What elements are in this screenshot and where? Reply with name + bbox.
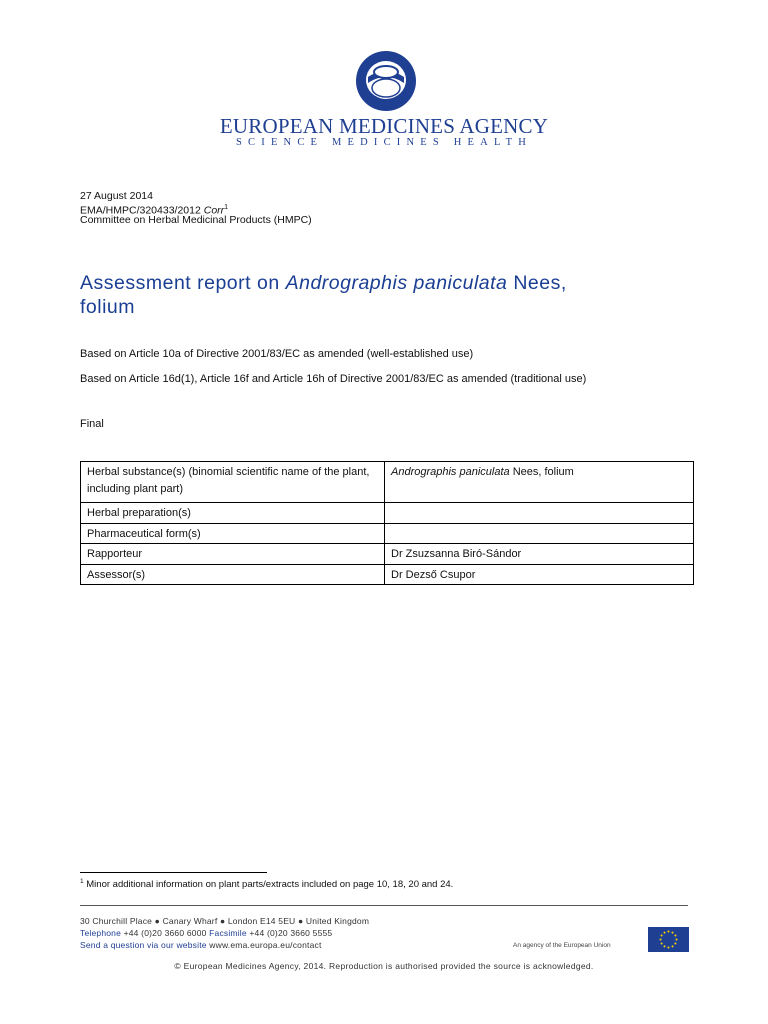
reference-suffix: Corr: [203, 204, 225, 217]
page-title: [80, 271, 680, 319]
substance-part: Nees, folium: [509, 466, 574, 478]
table-row: [81, 462, 694, 503]
footer-divider: [80, 905, 688, 906]
table-cell-label: Herbal preparation(s): [81, 503, 385, 524]
table-cell-value: Dr Dezső Csupor: [385, 564, 694, 585]
table-cell-value: [385, 503, 694, 524]
document-date: 27 August 2014: [80, 190, 153, 202]
ema-logo-icon: [355, 50, 417, 112]
table-row: [81, 523, 694, 544]
table-row: [81, 544, 694, 565]
title-line2: folium: [80, 296, 136, 318]
substance-species: Andrographis paniculata: [391, 466, 510, 478]
product-info-table: [80, 461, 694, 585]
footnote: [80, 878, 453, 890]
reference-footnote-mark[interactable]: 1: [224, 204, 229, 211]
eu-agency-text: An agency of the European Union: [513, 942, 611, 949]
table-row: [81, 503, 694, 524]
web-label: Send a question via our website: [80, 940, 207, 950]
table-cell-label: Pharmaceutical form(s): [81, 523, 385, 544]
footer-address: 30 Churchill Place ● Canary Wharf ● London E14 5EU ● United Kingdom: [80, 916, 370, 926]
document-status: Final: [80, 418, 104, 430]
footer-contact-numbers: [80, 927, 332, 939]
eu-flag-icon: [648, 927, 689, 952]
facsimile-label: Facsimile: [209, 928, 247, 938]
telephone-label: Telephone: [80, 928, 122, 938]
title-prefix: Assessment report on: [80, 272, 286, 294]
footnote-mark: 1: [80, 878, 84, 885]
table-cell-value: [385, 523, 694, 544]
web-link[interactable]: www.ema.europa.eu/contact: [206, 940, 322, 950]
legal-basis-traditional: Based on Article 16d(1), Article 16f and Article 16h of Directive 2001/83/EC as amended (traditional use): [80, 373, 587, 385]
title-species: Andrographis paniculata: [285, 272, 508, 294]
footer-web: [80, 939, 322, 951]
table-cell-value: Dr Zsuzsanna Biró-Sándor: [385, 544, 694, 565]
footnote-text: Minor additional information on plant parts/extracts included on page 10, 18, 20 and 24.: [83, 879, 454, 891]
agency-tagline: SCIENCE MEDICINES HEALTH: [236, 137, 532, 148]
committee-name: Committee on Herbal Medicinal Products (HMPC): [80, 214, 312, 226]
footnote-divider: [80, 872, 267, 873]
agency-name: EUROPEAN MEDICINES AGENCY: [219, 114, 549, 138]
title-suffix: Nees,: [507, 272, 567, 294]
table-cell-label: Rapporteur: [81, 544, 385, 565]
table-row: [81, 564, 694, 585]
table-cell-label: Herbal substance(s) (binomial scientific name of the plant, including plant part): [81, 462, 385, 503]
telephone-number: +44 (0)20 3660 6000: [121, 928, 210, 938]
reference-number: EMA/HMPC/320433/2012: [80, 204, 201, 217]
facsimile-number: +44 (0)20 3660 5555: [246, 928, 333, 938]
table-cell-value: [385, 462, 694, 503]
legal-basis-well-established: Based on Article 10a of Directive 2001/83/EC as amended (well-established use): [80, 348, 474, 360]
table-cell-label: Assessor(s): [81, 564, 385, 585]
copyright-notice: © European Medicines Agency, 2014. Reproduction is authorised provided the source is acknowledged.: [174, 961, 594, 971]
